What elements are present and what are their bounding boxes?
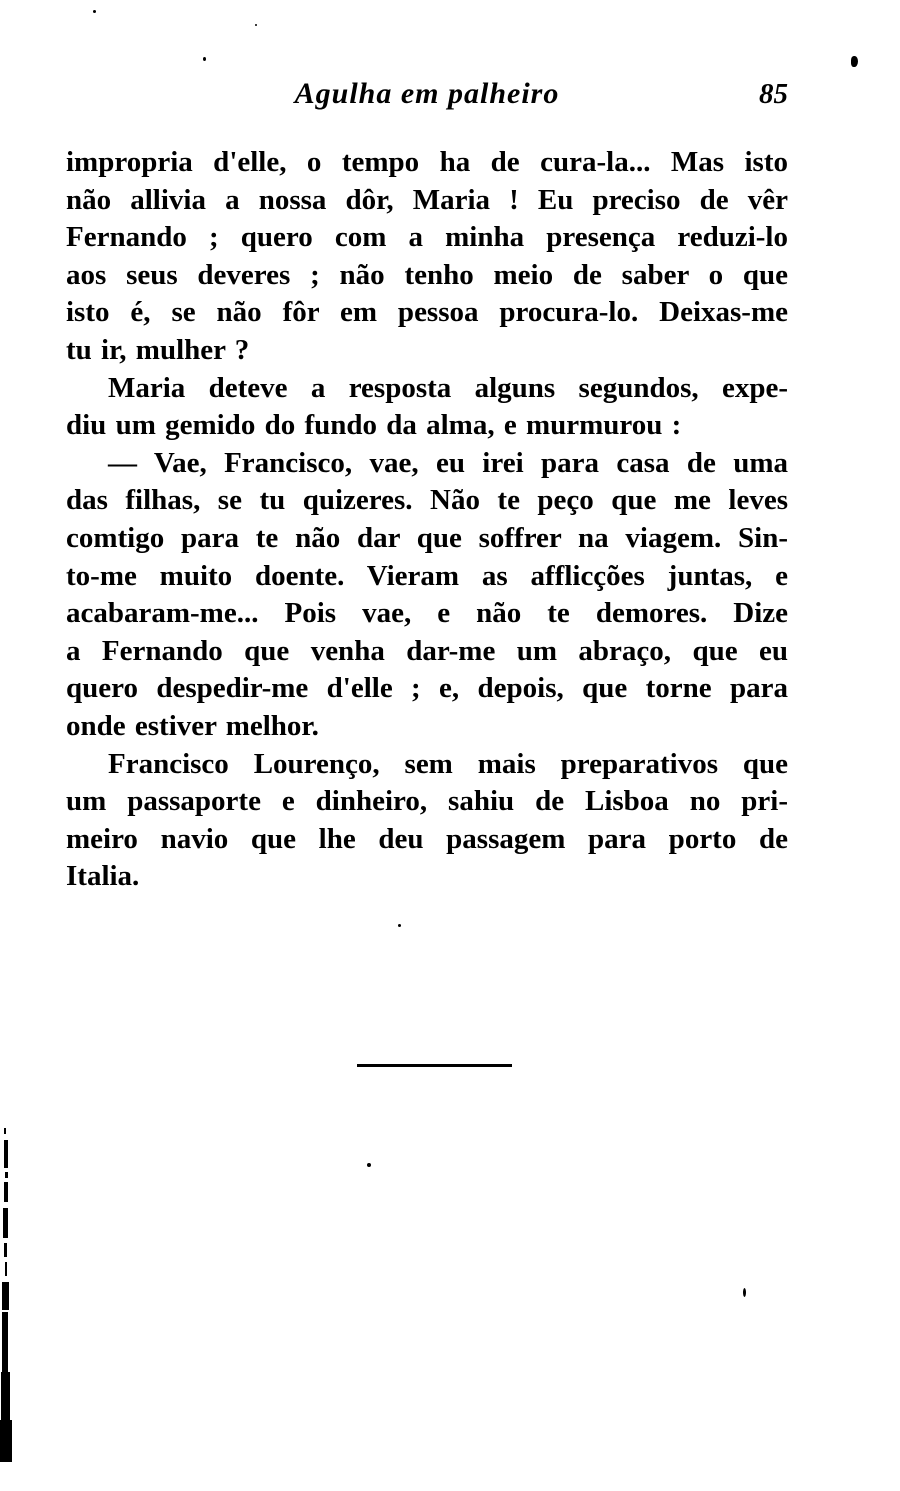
text-line: Maria deteve a resposta alguns segundos, expe- (108, 371, 788, 404)
text-line: a Fernando que venha dar-me um abraço, que eu (66, 634, 788, 667)
text-line: isto é, se não fôr em pessoa procura-lo. Deixas-me (66, 296, 788, 329)
text-line: aos seus deveres ; não tenho meio de saber o que (66, 258, 788, 291)
scan-artifact-gutter (3, 1208, 8, 1238)
text-line: to-me muito doente. Vieram as afflicções juntas, e (66, 559, 788, 592)
text-line: meiro navio que lhe deu passagem para porto de (66, 822, 788, 855)
text-line: das filhas, se tu quizeres. Não te peço que me leves (66, 484, 788, 517)
scan-artifact-speck (743, 1288, 746, 1297)
paragraph (66, 370, 788, 445)
text-line: impropria d'elle, o tempo ha de cura-la... Mas isto (66, 146, 788, 178)
text-line: Francisco Lourenço, sem mais preparativos que (108, 747, 788, 780)
text-line: comtigo para te não dar que soffrer na viagem. Sin- (66, 521, 788, 554)
text-line: — Vae, Francisco, vae, eu irei para casa de uma (108, 446, 788, 479)
paragraph (66, 746, 788, 896)
page-number: 85 (759, 78, 788, 110)
scan-artifact-gutter (0, 1420, 12, 1462)
text-line: quero despedir-me d'elle ; e, depois, que torne para (66, 672, 788, 705)
text-line: diu um gemido do fundo da alma, e murmurou : (66, 409, 682, 442)
section-divider-rule (357, 1064, 512, 1067)
scan-artifact-speck (367, 1163, 371, 1167)
paragraph (66, 445, 788, 746)
paragraph (66, 144, 788, 370)
scan-artifact-speck (398, 924, 401, 927)
scan-artifact-gutter (2, 1282, 9, 1310)
scan-artifact-gutter (4, 1128, 6, 1134)
scan-artifact-speck (203, 57, 206, 61)
text-line: Italia. (66, 860, 140, 893)
scan-artifact-gutter (5, 1172, 8, 1178)
text-line: não allivia a nossa dôr, Maria ! Eu preciso de vêr (66, 183, 788, 216)
text-line: acabaram-me... Pois vae, e não te demores. Dize (66, 597, 788, 630)
scan-artifact-speck (851, 56, 858, 67)
running-head-title: Agulha em palheiro (294, 77, 560, 110)
text-line: Fernando ; quero com a minha presença reduzi-lo (66, 221, 788, 254)
scan-artifact-speck (255, 24, 257, 26)
running-head (66, 72, 788, 116)
scan-artifact-gutter (4, 1243, 7, 1257)
text-line: onde estiver melhor. (66, 709, 319, 742)
page-text (66, 144, 788, 896)
text-line: um passaporte e dinheiro, sahiu de Lisboa no pri- (66, 785, 788, 818)
scan-artifact-gutter (5, 1262, 7, 1276)
text-line: tu ir, mulher ? (66, 333, 250, 366)
scan-artifact-gutter (4, 1182, 8, 1202)
scan-artifact-gutter (4, 1140, 8, 1168)
scan-artifact-gutter (1, 1372, 10, 1422)
scan-artifact-speck (93, 10, 96, 13)
scan-artifact-gutter (2, 1312, 8, 1374)
